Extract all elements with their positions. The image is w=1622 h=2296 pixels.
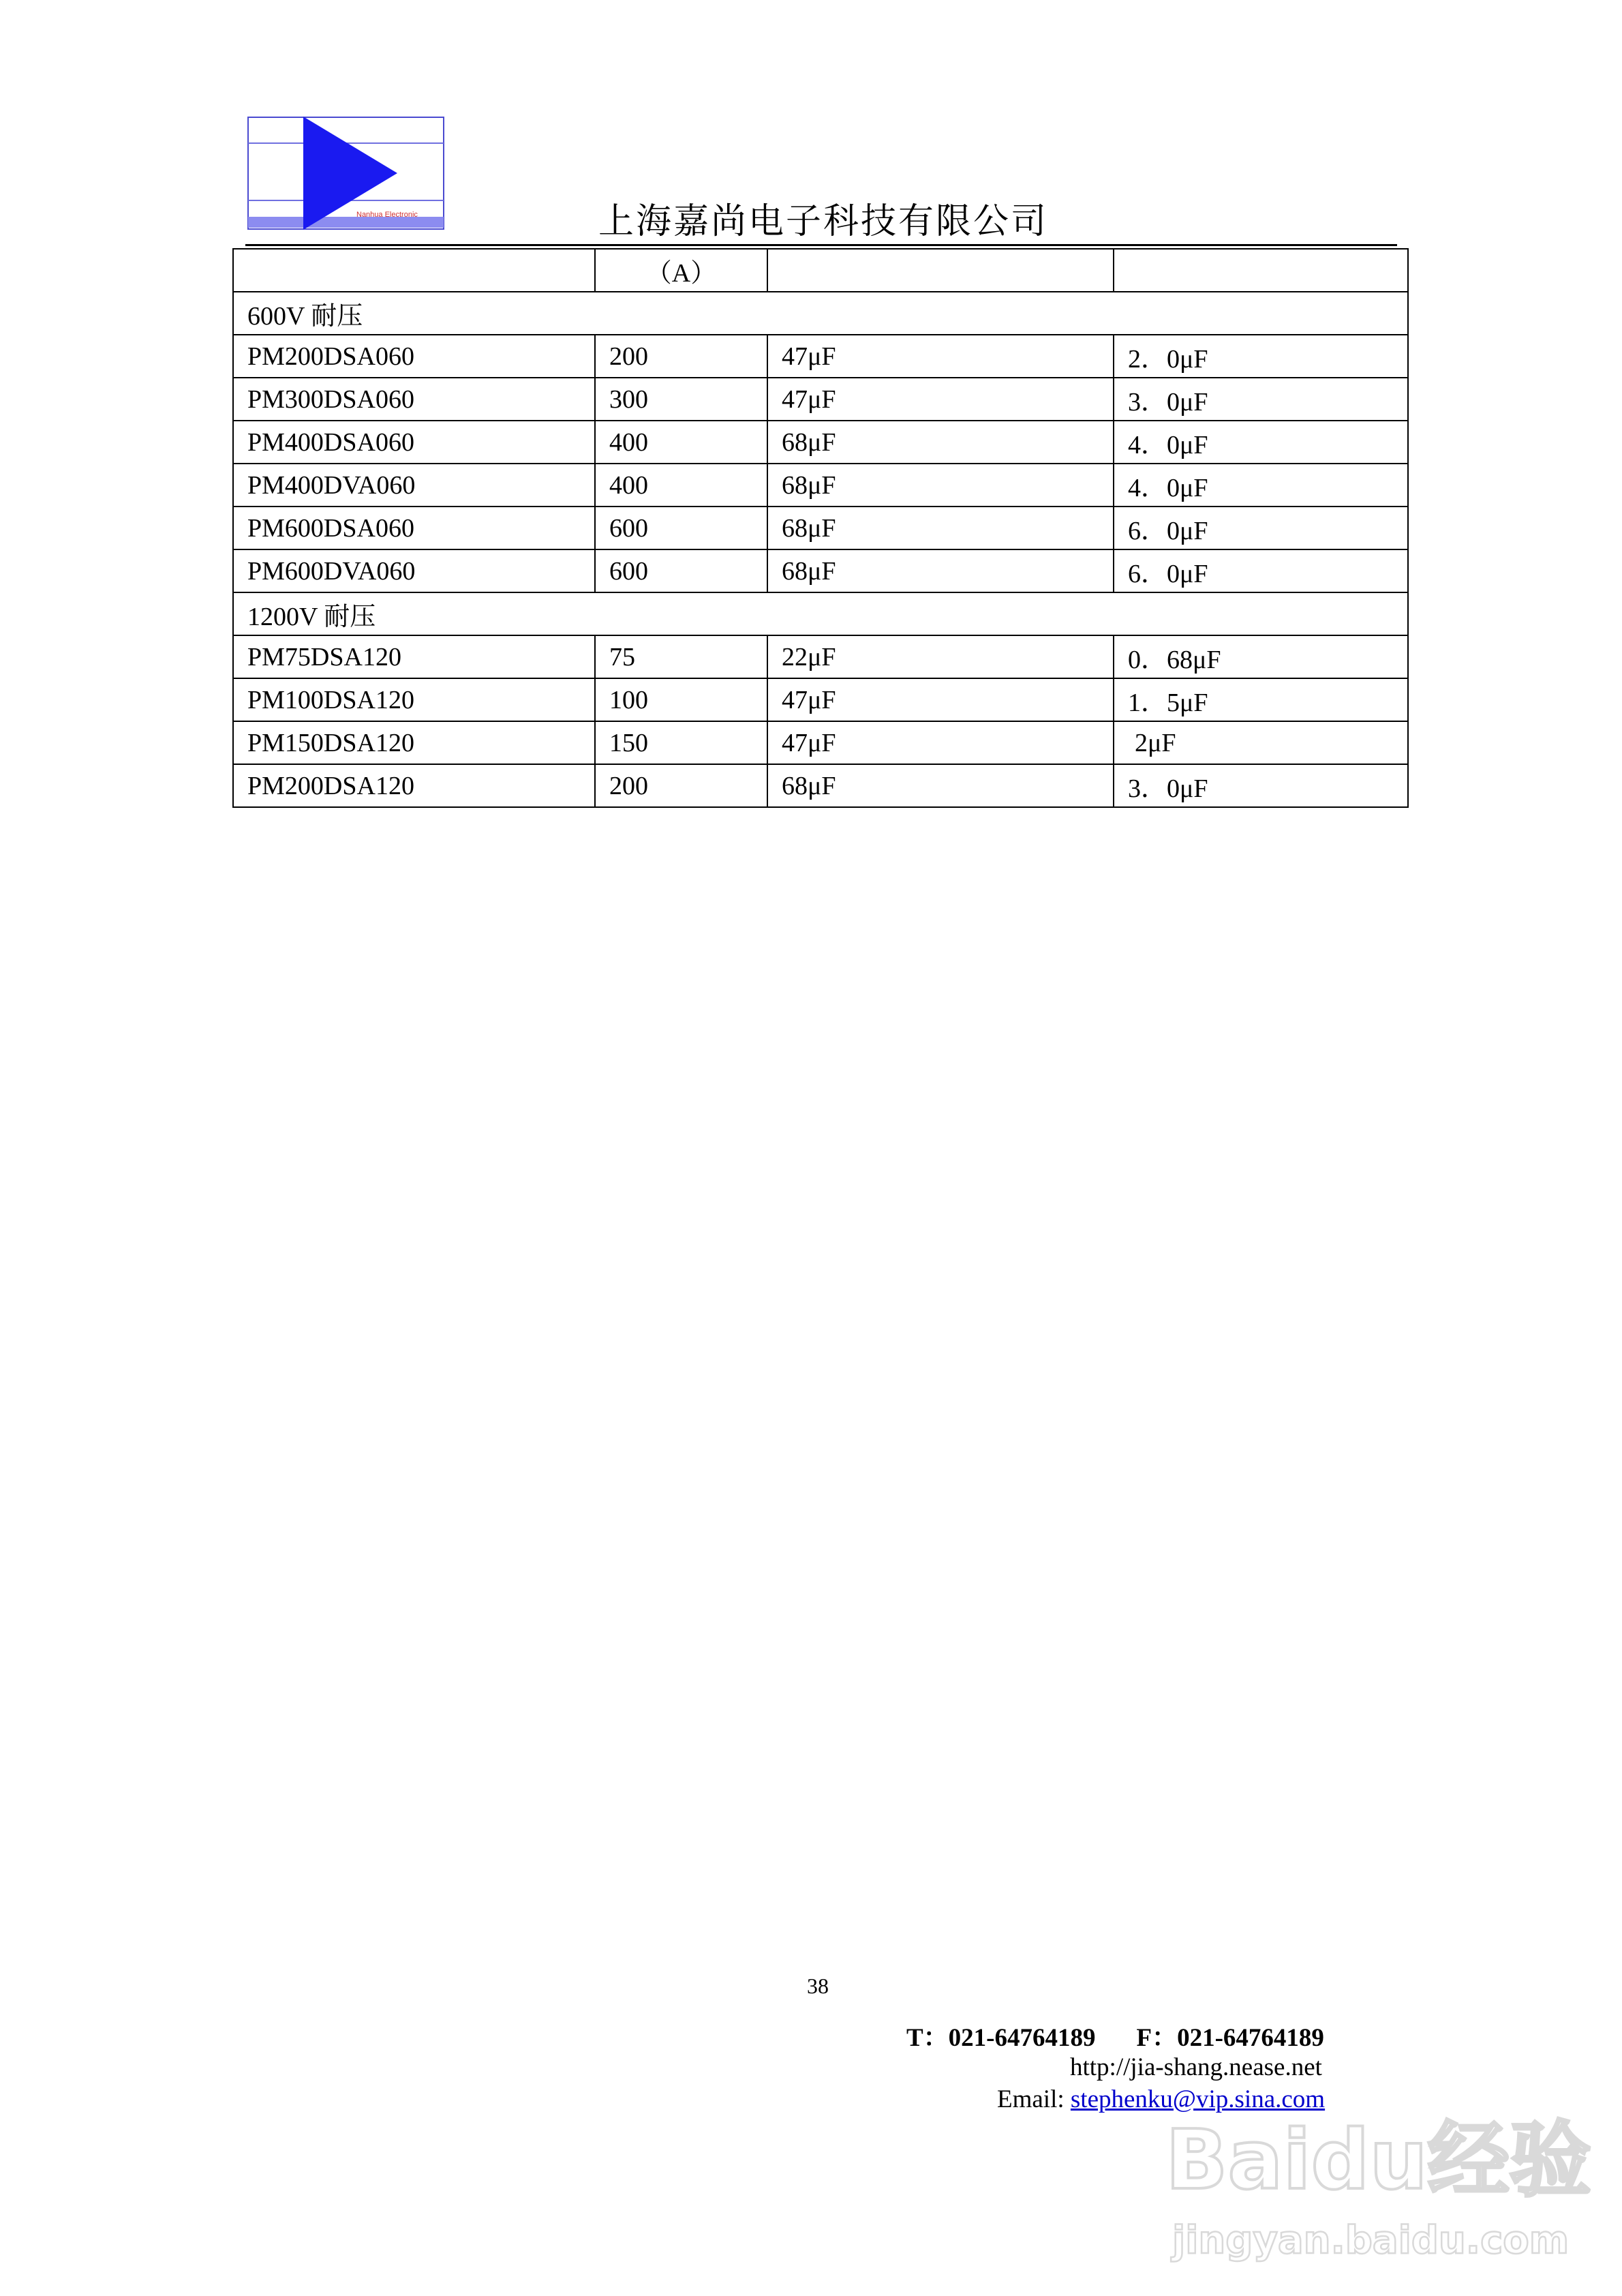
capacitance-cell: 47μF <box>767 678 1114 721</box>
table-row <box>233 678 1408 721</box>
snubber-cell: 6．0μF <box>1114 549 1408 592</box>
watermark <box>1159 2086 1591 2270</box>
section-label: 1200V 耐压 <box>233 592 1408 635</box>
section-header-row <box>233 592 1408 635</box>
watermark-url: jingyan.baidu.com <box>1172 2218 1570 2263</box>
snubber-cell: 1．5μF <box>1114 678 1408 721</box>
model-cell: PM600DSA060 <box>233 507 595 549</box>
snubber-cell: 6．0μF <box>1114 507 1408 549</box>
current-cell: 150 <box>595 721 767 764</box>
email-link[interactable]: stephenku@vip.sina.com <box>1070 2085 1326 2113</box>
table-row <box>233 764 1408 807</box>
snubber-cell: 4．0μF <box>1114 464 1408 507</box>
model-cell: PM400DSA060 <box>233 421 595 464</box>
model-cell: PM400DVA060 <box>233 464 595 507</box>
table-row <box>233 721 1408 764</box>
model-cell: PM200DSA120 <box>233 764 595 807</box>
unit-cell <box>233 249 595 292</box>
snubber-cell: 4．0μF <box>1114 421 1408 464</box>
snubber-cell: 2μF <box>1114 721 1408 764</box>
capacitance-cell: 68μF <box>767 464 1114 507</box>
capacitance-cell: 22μF <box>767 635 1114 678</box>
capacitance-cell: 47μF <box>767 335 1114 378</box>
snubber-cell: 3．0μF <box>1114 764 1408 807</box>
fax-number: F：021-64764189 <box>1136 2024 1324 2052</box>
model-cell: PM600DVA060 <box>233 549 595 592</box>
table-row <box>233 378 1408 421</box>
snubber-cell: 0．68μF <box>1114 635 1408 678</box>
table-row <box>233 464 1408 507</box>
company-name: 上海嘉尚电子科技有限公司 <box>598 201 1049 242</box>
current-cell: 200 <box>595 335 767 378</box>
section-header-row <box>233 292 1408 335</box>
snubber-cell: 2．0μF <box>1114 335 1408 378</box>
model-cell: PM200DSA060 <box>233 335 595 378</box>
current-cell: 600 <box>595 549 767 592</box>
current-cell: 600 <box>595 507 767 549</box>
table-row <box>233 507 1408 549</box>
current-cell: 400 <box>595 464 767 507</box>
capacitance-cell: 68μF <box>767 507 1114 549</box>
capacitance-cell: 68μF <box>767 421 1114 464</box>
table-row <box>233 421 1408 464</box>
model-cell: PM300DSA060 <box>233 378 595 421</box>
current-cell: 300 <box>595 378 767 421</box>
capacitance-cell: 68μF <box>767 549 1114 592</box>
current-cell: 100 <box>595 678 767 721</box>
phone-number: T：021-64764189 <box>906 2024 1096 2052</box>
page-number: 38 <box>807 1974 829 1998</box>
company-logo <box>247 117 444 230</box>
capacitance-cell: 68μF <box>767 764 1114 807</box>
capacitance-cell: 47μF <box>767 378 1114 421</box>
watermark-brand: Baidu经验 <box>1165 2113 1591 2208</box>
email-label: Email: <box>997 2085 1071 2113</box>
unit-cell: （A） <box>595 249 767 292</box>
unit-cell <box>767 249 1114 292</box>
header-divider <box>245 244 1397 246</box>
logo-caption: Nanhua Electronic <box>356 211 418 219</box>
capacitance-cell: 47μF <box>767 721 1114 764</box>
unit-row <box>233 249 1408 292</box>
current-cell: 200 <box>595 764 767 807</box>
table-row <box>233 635 1408 678</box>
spec-table <box>232 248 1409 808</box>
snubber-cell: 3．0μF <box>1114 378 1408 421</box>
model-cell: PM100DSA120 <box>233 678 595 721</box>
model-cell: PM75DSA120 <box>233 635 595 678</box>
current-cell: 400 <box>595 421 767 464</box>
model-cell: PM150DSA120 <box>233 721 595 764</box>
website-link[interactable]: http://jia-shang.nease.net <box>1070 2053 1322 2081</box>
current-cell: 75 <box>595 635 767 678</box>
section-label: 600V 耐压 <box>233 292 1408 335</box>
contact-phone-fax <box>906 2016 1324 2053</box>
spec-table-body <box>233 249 1408 807</box>
table-row <box>233 549 1408 592</box>
unit-cell <box>1114 249 1408 292</box>
table-row <box>233 335 1408 378</box>
